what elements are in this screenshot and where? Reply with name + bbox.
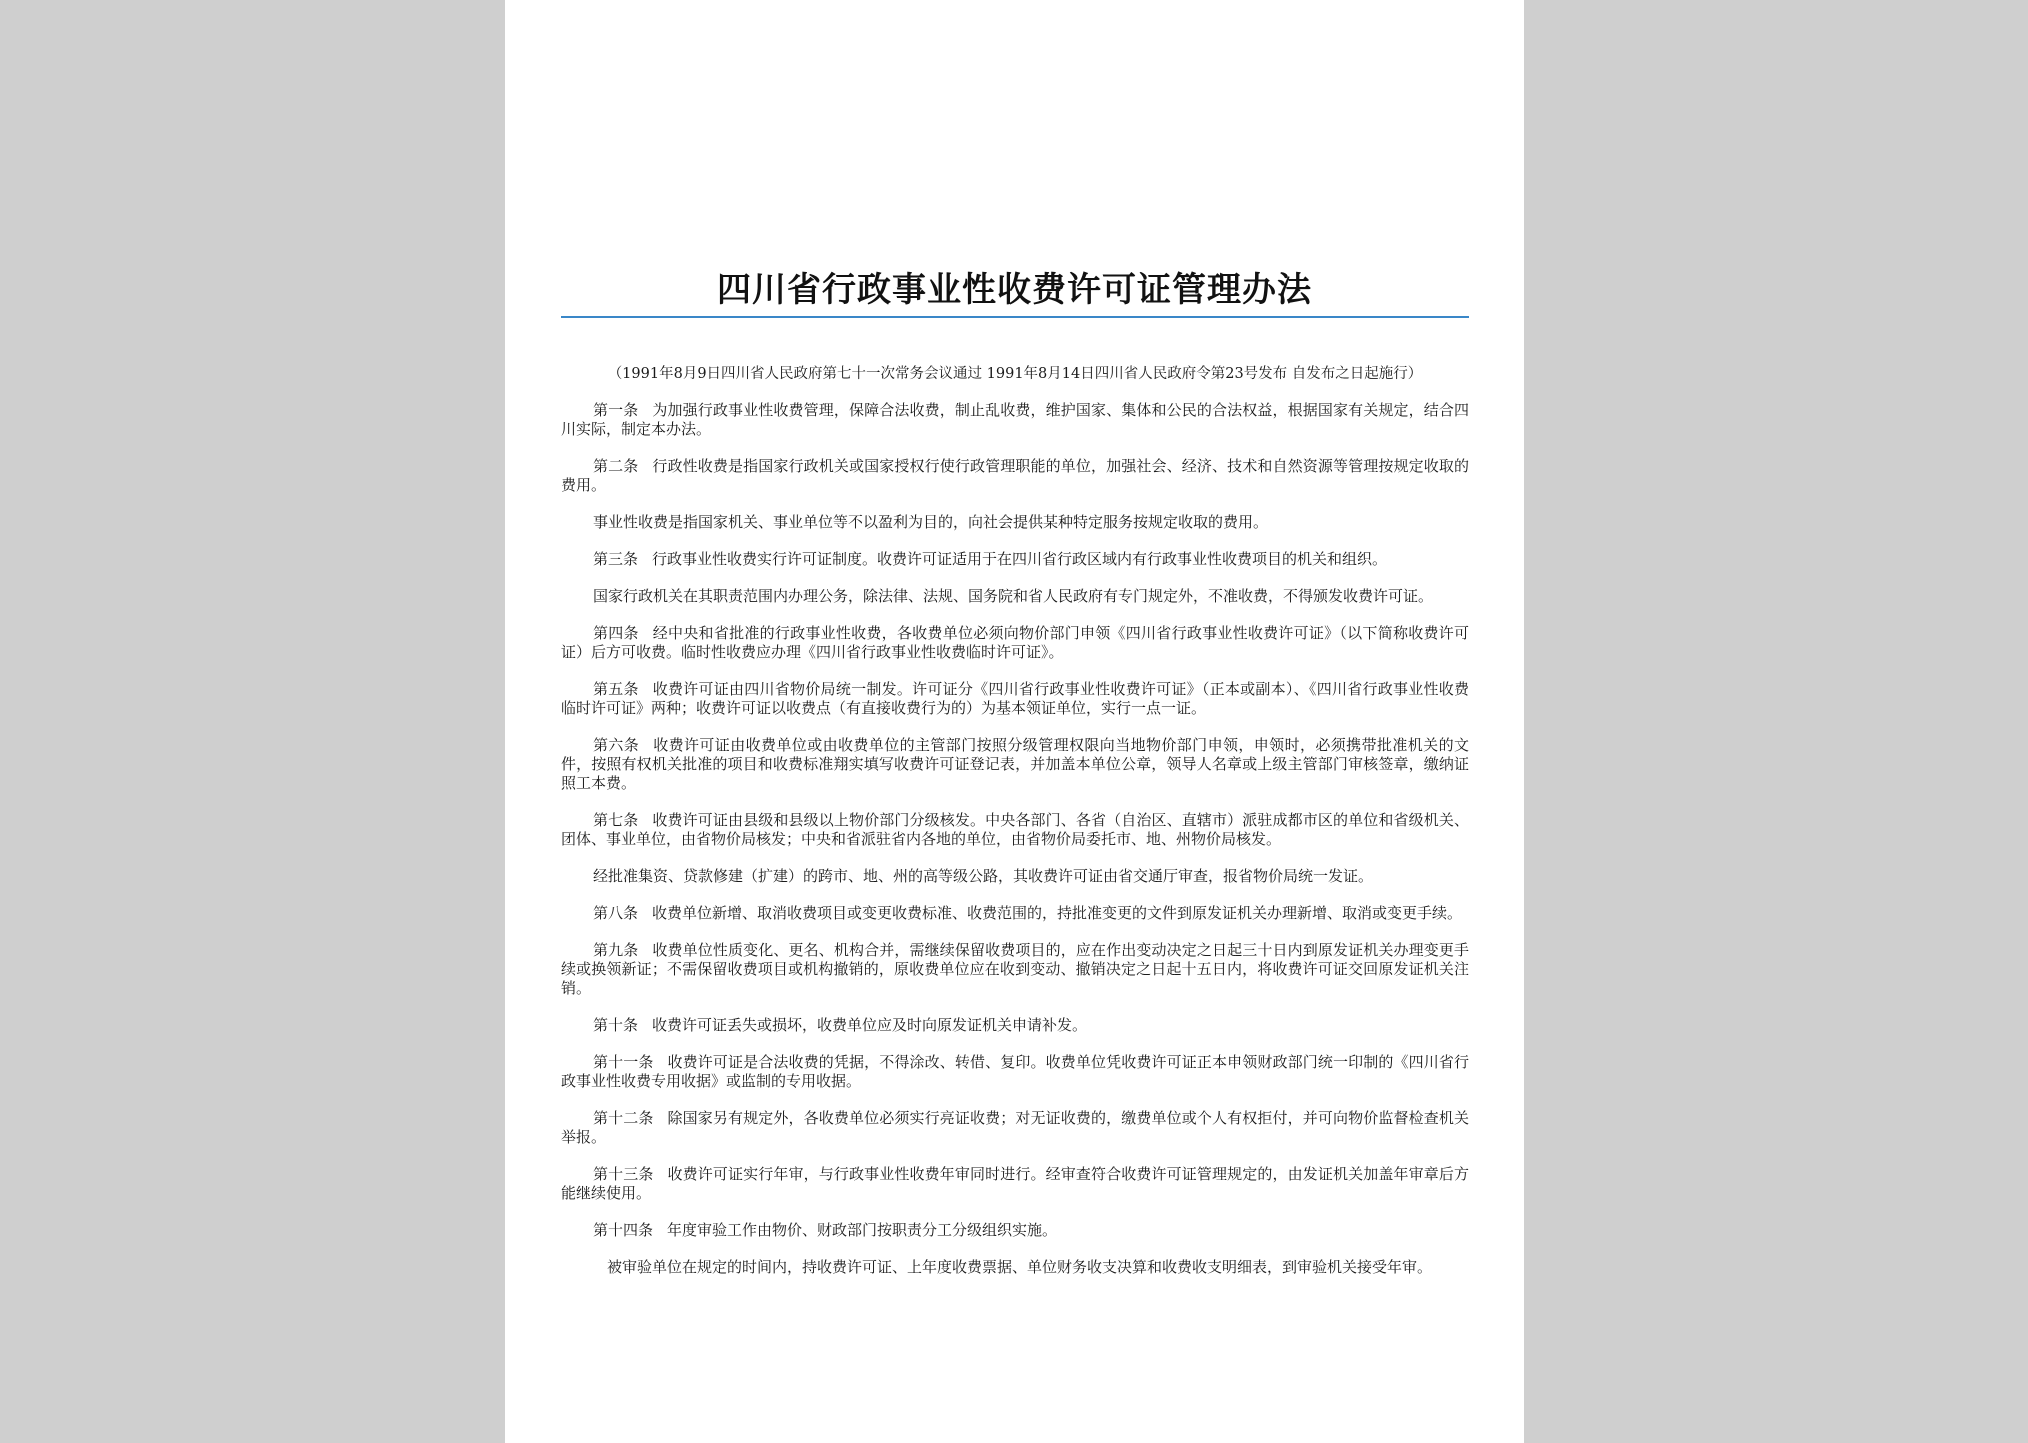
- article-number: 第九条: [593, 941, 639, 959]
- paragraph: [561, 401, 1469, 439]
- paragraph-text: 为加强行政事业性收费管理，保障合法收费，制止乱收费，维护国家、集体和公民的合法权益，根据国家有关规定，结合四川实际，制定本办法。: [561, 401, 1469, 438]
- paragraph: [561, 941, 1469, 998]
- article-number: 第八条: [593, 904, 639, 922]
- article-number: 第一条: [593, 401, 639, 419]
- paragraph: [561, 1258, 1469, 1277]
- document-title: 四川省行政事业性收费许可证管理办法: [717, 270, 1312, 310]
- paragraph-text: 行政事业性收费实行许可证制度。收费许可证适用于在四川省行政区域内有行政事业性收费项目的机关和组织。: [652, 550, 1388, 568]
- paragraph: [561, 867, 1469, 886]
- paragraph: [561, 587, 1469, 606]
- paragraph: [561, 457, 1469, 495]
- paragraph: [561, 550, 1469, 569]
- article-number: 第三条: [593, 550, 639, 568]
- paragraph-text: 收费许可证实行年审，与行政事业性收费年审同时进行。经审查符合收费许可证管理规定的，由发证机关加盖年审章后方能继续使用。: [561, 1165, 1469, 1202]
- article-number: 第十一条: [593, 1053, 654, 1071]
- paragraph: [561, 513, 1469, 532]
- paragraph: [561, 1016, 1469, 1035]
- document-body: [561, 365, 1469, 1295]
- article-number: 第十二条: [593, 1109, 654, 1127]
- paragraph-text: 收费单位新增、取消收费项目或变更收费标准、收费范围的，持批准变更的文件到原发证机关办理新增、取消或变更手续。: [652, 904, 1463, 922]
- document-page: [505, 0, 1524, 1443]
- paragraph: [561, 904, 1469, 923]
- paragraph: [561, 624, 1469, 662]
- paragraph-text: 收费单位性质变化、更名、机构合并，需继续保留收费项目的，应在作出变动决定之日起三十日内到原发证机关办理变更手续或换领新证；不需保留收费项目或机构撤销的，原收费单位应在收到变动、撤销决定之日起十五日内，将收费许可证交回原发证机关注销。: [561, 941, 1469, 997]
- article-number: 第十条: [593, 1016, 639, 1034]
- paragraph-text: 收费许可证由四川省物价局统一制发。许可证分《四川省行政事业性收费许可证》（正本或副本）、《四川省行政事业性收费临时许可证》两种；收费许可证以收费点（有直接收费行为的）为基本领证单位，实行一点一证。: [561, 680, 1469, 717]
- paragraph: [561, 1221, 1469, 1240]
- paragraph-text: 收费许可证由收费单位或由收费单位的主管部门按照分级管理权限向当地物价部门申领，申领时，必须携带批准机关的文件，按照有权机关批准的项目和收费标准翔实填写收费许可证登记表，并加盖本单位公章，领导人名章或上级主管部门审核签章，缴纳证照工本费。: [561, 736, 1469, 792]
- paragraph-text: 被审验单位在规定的时间内，持收费许可证、上年度收费票据、单位财务收支决算和收费收支明细表，到审验机关接受年审。: [607, 1258, 1433, 1276]
- paragraph-text: 除国家另有规定外，各收费单位必须实行亮证收费；对无证收费的，缴费单位或个人有权拒付，并可向物价监督检查机关举报。: [561, 1109, 1469, 1146]
- adoption-note: （1991年8月9日四川省人民政府第七十一次常务会议通过 1991年8月14日四川省人民政府令第23号发布 自发布之日起施行）: [607, 366, 1423, 382]
- title-underline: [561, 316, 1469, 318]
- paragraph: [561, 680, 1469, 718]
- paragraph-text: 事业性收费是指国家机关、事业单位等不以盈利为目的，向社会提供某种特定服务按规定收取的费用。: [593, 513, 1269, 531]
- paragraph-text: 收费许可证丢失或损坏，收费单位应及时向原发证机关申请补发。: [652, 1016, 1088, 1034]
- paragraph: [561, 1053, 1469, 1091]
- paragraph: [561, 1109, 1469, 1147]
- article-number: 第七条: [593, 811, 639, 829]
- article-number: 第十三条: [593, 1165, 654, 1183]
- article-number: 第四条: [593, 624, 639, 642]
- paragraph: [561, 736, 1469, 793]
- article-number: 第十四条: [593, 1221, 654, 1239]
- article-number: 第五条: [593, 680, 639, 698]
- paragraph-text: 经中央和省批准的行政事业性收费，各收费单位必须向物价部门申领《四川省行政事业性收费许可证》（以下简称收费许可证）后方可收费。临时性收费应办理《四川省行政事业性收费临时许可证》。: [561, 624, 1469, 661]
- paragraph-text: 收费许可证是合法收费的凭据，不得涂改、转借、复印。收费单位凭收费许可证正本申领财政部门统一印制的《四川省行政事业性收费专用收据》或监制的专用收据。: [561, 1053, 1469, 1090]
- paragraph: [561, 811, 1469, 849]
- article-number: 第二条: [593, 457, 639, 475]
- paragraph-text: 国家行政机关在其职责范围内办理公务，除法律、法规、国务院和省人民政府有专门规定外，不准收费，不得颁发收费许可证。: [593, 587, 1434, 605]
- article-number: 第六条: [593, 736, 640, 754]
- paragraph-text: 收费许可证由县级和县级以上物价部门分级核发。中央各部门、各省（自治区、直辖市）派驻成都市区的单位和省级机关、团体、事业单位，由省物价局核发；中央和省派驻省内各地的单位，由省物价局委托市、地、州物价局核发。: [561, 811, 1469, 848]
- paragraph: [561, 1165, 1469, 1203]
- paragraph-text: 经批准集资、贷款修建（扩建）的跨市、地、州的高等级公路，其收费许可证由省交通厅审查，报省物价局统一发证。: [593, 867, 1374, 885]
- paragraph-text: 行政性收费是指国家行政机关或国家授权行使行政管理职能的单位，加强社会、经济、技术和自然资源等管理按规定收取的费用。: [561, 457, 1469, 494]
- paragraph-text: 年度审验工作由物价、财政部门按职责分工分级组织实施。: [667, 1221, 1058, 1239]
